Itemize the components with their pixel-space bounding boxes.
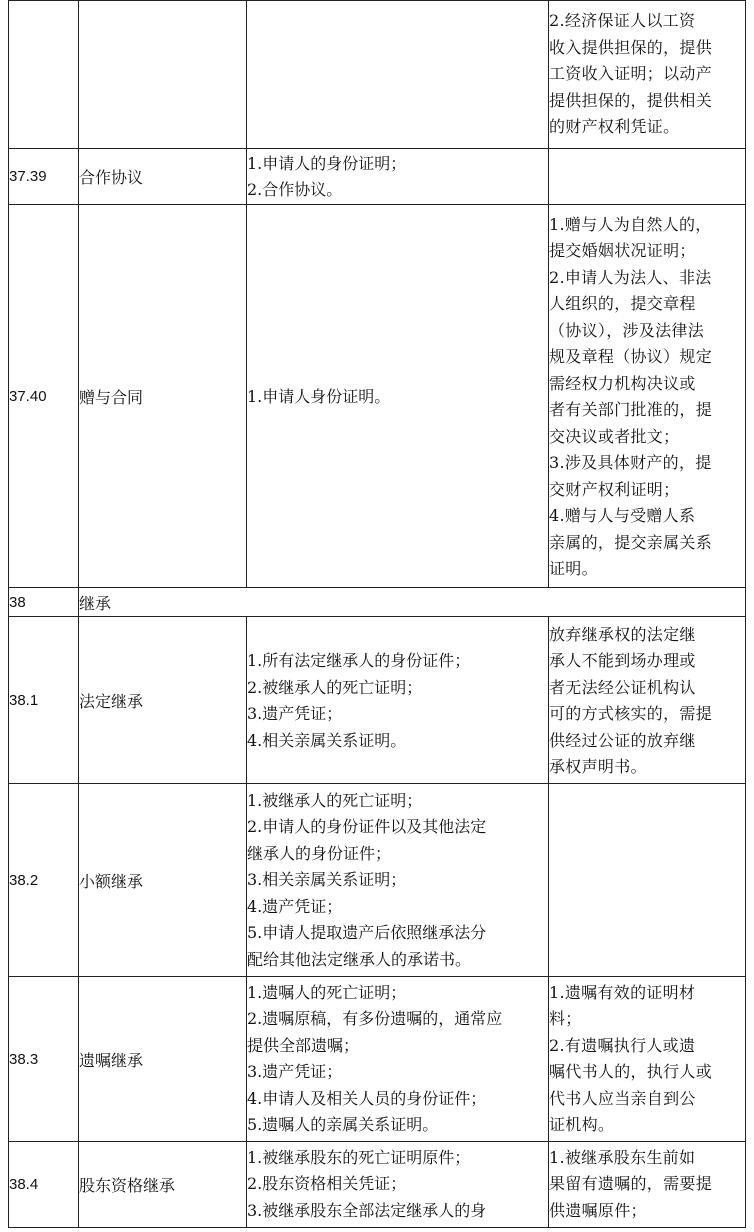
note-line: 亲属的，提交亲属关系: [549, 532, 713, 552]
materials-cell: [247, 149, 549, 205]
materials-cell: [247, 1, 549, 149]
materials-cell: [247, 205, 549, 588]
item-name-cell: 股东资格继承: [79, 1142, 247, 1228]
material-line: 3.遗产凭证；: [247, 704, 343, 723]
item-number-cell: 38.2: [9, 784, 79, 977]
note-line: 交财产权利证明；: [549, 479, 680, 499]
note-line: 者无法经公证机构认: [549, 677, 696, 697]
note-line: （协议），涉及法律法: [549, 320, 705, 340]
note-line: 规及章程（协议）规定: [549, 347, 713, 366]
note-line: 需经权力机构决议或: [549, 373, 696, 393]
note-line: 1.遗嘱有效的证明材: [549, 982, 696, 1002]
notes-cell: [549, 205, 746, 588]
material-line: 2.被继承人的死亡证明；: [247, 677, 423, 697]
material-line: 5.申请人提取遗产后依照继承法分: [247, 923, 487, 943]
table-row: [9, 784, 746, 977]
item-name-cell: 遗嘱继承: [79, 977, 247, 1142]
material-line: 1.申请人身份证明。: [247, 386, 391, 406]
note-line: 工资收入证明；以动产: [549, 64, 713, 84]
item-number-cell: 38.4: [9, 1142, 79, 1228]
note-line: 证机构。: [549, 1115, 615, 1134]
item-name-cell: 合作协议: [79, 149, 247, 205]
material-line: 3.被继承股东全部法定继承人的身: [247, 1200, 487, 1220]
note-line: 者有关部门批准的，提: [549, 400, 713, 419]
note-line: 4.赠与人与受赠人系: [549, 506, 696, 525]
table-row: [9, 1, 746, 149]
note-line: 提供担保的，提供相关: [549, 90, 713, 110]
materials-cell: [247, 617, 549, 784]
material-line: 3.遗产凭证；: [247, 1062, 343, 1081]
note-line: 放弃继承权的法定继: [549, 624, 696, 644]
note-line: 代书人应当亲自到公: [549, 1088, 696, 1108]
note-line: 3.涉及具体财产的，提: [549, 453, 712, 472]
material-line: 2.合作协议。: [247, 180, 343, 199]
note-line: 证明。: [549, 559, 598, 578]
material-line: 2.遗嘱原稿，有多份遗嘱的，通常应: [247, 1009, 503, 1028]
notes-cell: [549, 617, 746, 784]
item-number-cell: 37.39: [9, 149, 79, 205]
note-line: 可的方式核实的，需提: [549, 704, 713, 723]
material-line: 配给其他法定继承人的承诺书。: [247, 949, 472, 969]
note-line: 承权声明书。: [549, 757, 647, 776]
note-line: 供遗嘱原件；: [549, 1200, 647, 1220]
table-row: [9, 617, 746, 784]
note-line: 人组织的，提交章程: [549, 294, 696, 313]
section-row: [9, 588, 746, 617]
material-line: 2.申请人的身份证件以及其他法定: [247, 817, 487, 837]
item-number-cell: 37.40: [9, 205, 79, 588]
table-row: [9, 149, 746, 205]
material-line: 1.遗嘱人的死亡证明；: [247, 982, 407, 1002]
note-line: 果留有遗嘱的，需要提: [549, 1174, 713, 1194]
material-line: 1.申请人的身份证明；: [247, 153, 407, 173]
item-number-cell: [9, 1, 79, 149]
material-line: 1.被继承股东的死亡证明原件；: [247, 1147, 471, 1167]
material-line: 5.遗嘱人的亲属关系证明。: [247, 1115, 439, 1134]
note-line: 收入提供担保的，提供: [549, 37, 713, 57]
notes-cell: [549, 1, 746, 149]
material-line: 4.申请人及相关人员的身份证件；: [247, 1088, 487, 1108]
material-line: 3.相关亲属关系证明；: [247, 870, 407, 890]
item-number-cell: 38.3: [9, 977, 79, 1142]
table-row: [9, 977, 746, 1142]
note-line: 提交婚姻状况证明；: [549, 241, 696, 260]
note-line: 承人不能到场办理或: [549, 651, 696, 670]
note-line: 1.被继承股东生前如: [549, 1147, 696, 1167]
notary-materials-table: [8, 0, 746, 1228]
item-name-cell: 赠与合同: [79, 205, 247, 588]
note-line: 2.经济保证人以工资: [549, 11, 696, 31]
notes-cell: [549, 1142, 746, 1228]
notes-cell: [549, 149, 746, 205]
material-line: 1.所有法定继承人的身份证件；: [247, 651, 471, 670]
materials-cell: [247, 784, 549, 977]
item-number-cell: 38.1: [9, 617, 79, 784]
section-title-cell: 继承: [79, 588, 746, 617]
section-number-cell: 38: [9, 588, 79, 617]
note-line: 供经过公证的放弃继: [549, 730, 696, 750]
notes-cell: [549, 784, 746, 977]
note-line: 2.有遗嘱执行人或遗: [549, 1035, 696, 1055]
note-line: 交决议或者批文；: [549, 426, 680, 446]
notes-cell: [549, 977, 746, 1142]
table-row: [9, 205, 746, 588]
note-line: 料；: [549, 1009, 582, 1028]
table-row: [9, 1142, 746, 1228]
note-line: 2.申请人为法人、非法: [549, 267, 712, 287]
item-name-cell: [79, 1, 247, 149]
note-line: 的财产权利凭证。: [549, 117, 680, 137]
note-line: 1.赠与人为自然人的，: [549, 214, 712, 234]
material-line: 4.遗产凭证；: [247, 896, 343, 916]
materials-cell: [247, 1142, 549, 1228]
note-line: 嘱代书人的，执行人或: [549, 1062, 713, 1081]
material-line: 4.相关亲属关系证明。: [247, 730, 407, 750]
material-line: 继承人的身份证件；: [247, 843, 392, 863]
material-line: 1.被继承人的死亡证明；: [247, 790, 423, 810]
item-name-cell: 法定继承: [79, 617, 247, 784]
materials-cell: [247, 977, 549, 1142]
material-line: 2.股东资格相关凭证；: [247, 1174, 407, 1194]
item-name-cell: 小额继承: [79, 784, 247, 977]
material-line: 提供全部遗嘱；: [247, 1035, 360, 1055]
